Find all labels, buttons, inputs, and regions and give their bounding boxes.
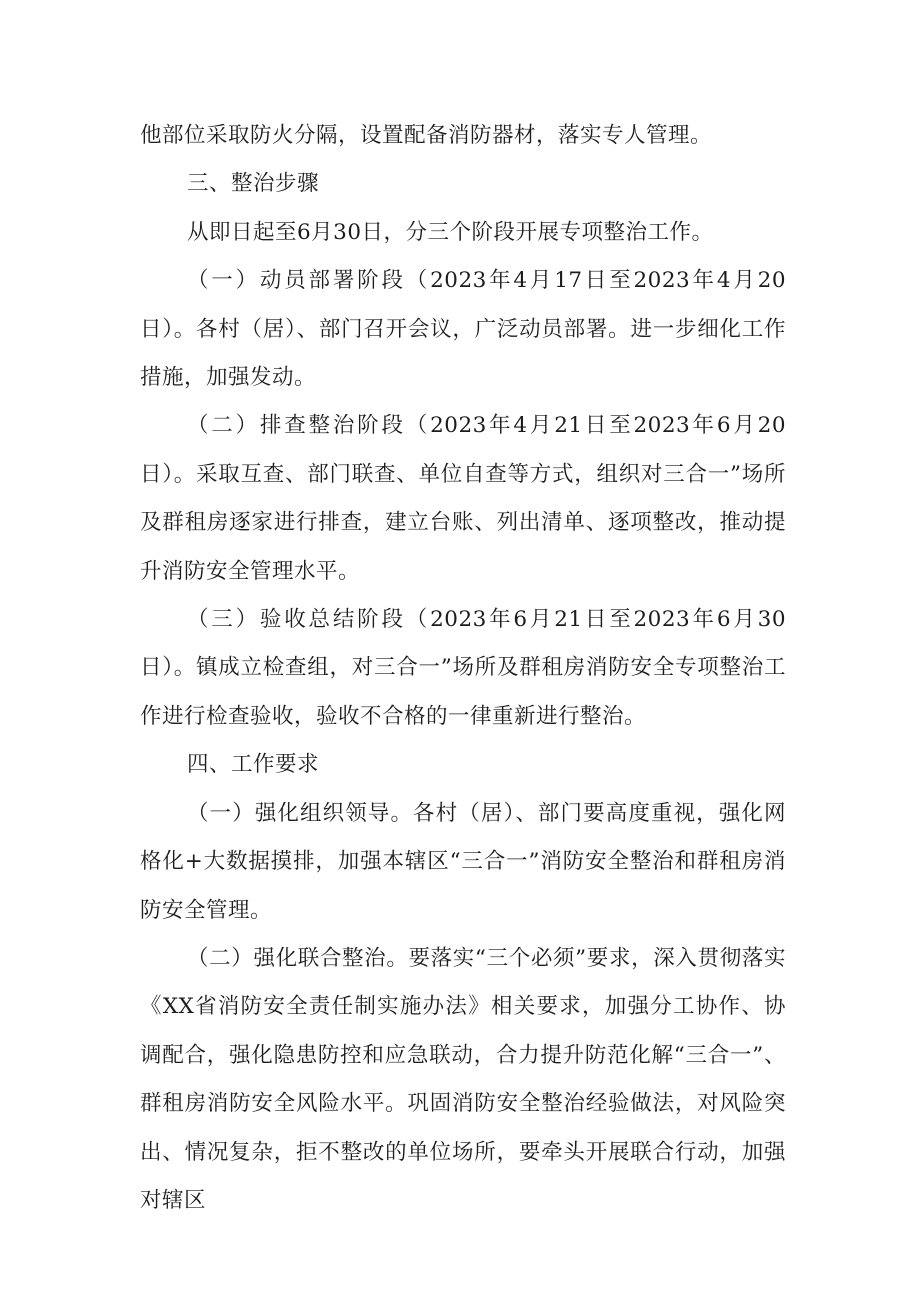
paragraph-stage-inspection: （二）排查整治阶段（2023年4月21日至2023年6月20日）。采取互查、部门联查、单位自查等方式，组织对三合一”场所及群租房逐家进行排查，建立台账、列出清单、逐项整改，推动提升消防安全管理水平。 xyxy=(140,413,786,584)
paragraph-timeline: 从即日起至6月30日，分三个阶段开展专项整治工作。 xyxy=(187,219,714,245)
paragraph-stage-acceptance: （三）验收总结阶段（2023年6月21日至2023年6月30日）。镇成立检查组，对三合一”场所及群租房消防安全专项整治工作进行检查验收，验收不合格的一律重新进行整治。 xyxy=(140,607,786,729)
paragraph-continuation: 他部位采取防火分隔，设置配备消防器材，落实专人管理。 xyxy=(140,123,713,148)
paragraph-requirement-joint-rectification: （二）强化联合整治。要落实“三个必须”要求，深入贯彻落实《XX省消防安全责任制实施办法》相关要求，加强分工协作、协调配合，强化隐患防控和应急联动，合力提升防范化解“三合一”、群租房消防安全风险水平。巩固消防安全整治经验做法，对风险突出、情况复杂，拒不整改的单位场所，要牵头开展联合行动，加强对辖区 xyxy=(140,945,786,1213)
section-heading-steps: 三、整治步骤 xyxy=(187,171,320,197)
section-heading-requirements: 四、工作要求 xyxy=(187,752,320,778)
paragraph-requirement-leadership: （一）强化组织领导。各村（居）、部门要高度重视，强化网格化+大数据摸排，加强本辖区“三合一”消防安全整治和群租房消防安全管理。 xyxy=(140,800,786,923)
paragraph-stage-mobilization: （一）动员部署阶段（2023年4月17日至2023年4月20日）。各村（居）、部门召开会议，广泛动员部署。进一步细化工作措施，加强发动。 xyxy=(140,268,786,391)
document-body xyxy=(140,112,786,1225)
